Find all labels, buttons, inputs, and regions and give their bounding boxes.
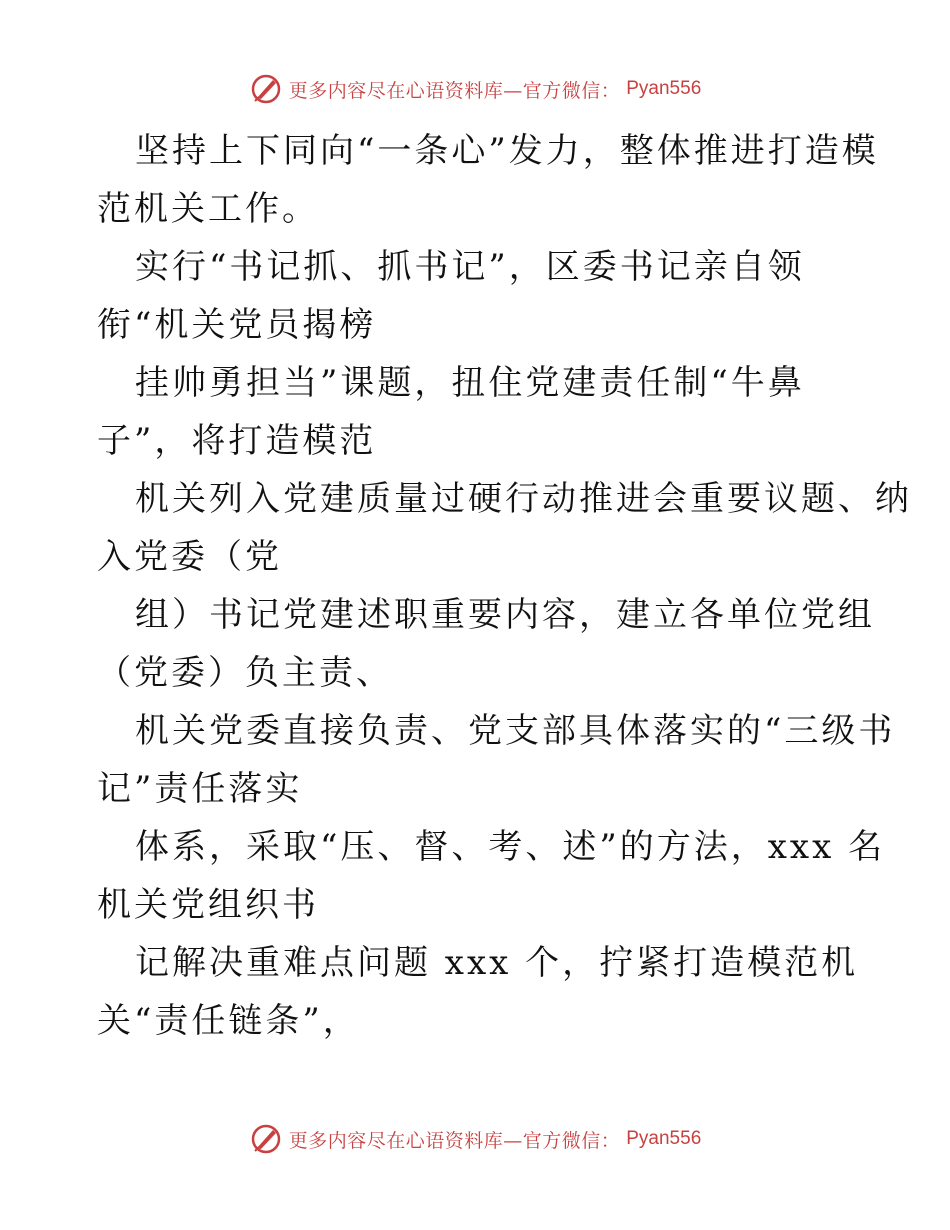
footer-watermark: [0, 1122, 950, 1156]
text-line: 子”，将打造模范: [97, 421, 377, 461]
quill-logo-icon: [249, 1122, 283, 1156]
text-line: 机关列入党建质量过硬行动推进会重要议题、纳: [135, 479, 912, 519]
quill-logo-icon: [249, 72, 283, 106]
text-line: 坚持上下同向“一条心”发力，整体推进打造模: [135, 131, 879, 171]
text-line: 衔“机关党员揭榜: [97, 305, 377, 345]
text-line: 体系，采取“压、督、考、述”的方法，xxx 名: [135, 827, 886, 867]
text-line: （党委）负主责、: [97, 653, 393, 693]
watermark-text: 更多内容尽在心语资料库—官方微信：: [288, 79, 621, 102]
text-line: 机关党委直接负责、党支部具体落实的“三级书: [135, 711, 896, 751]
header-watermark: [0, 72, 950, 106]
text-line: 机关党组织书: [97, 885, 319, 925]
text-line: 实行“书记抓、抓书记”，区委书记亲自领: [135, 247, 805, 287]
watermark-wechat-id: Pyan556: [626, 78, 702, 99]
text-line: 范机关工作。: [97, 189, 319, 229]
text-line: 入党委（党: [97, 537, 282, 577]
text-line: 挂帅勇担当”课题，扭住党建责任制“牛鼻: [135, 363, 805, 403]
text-line: 关“责任链条”，: [97, 1001, 360, 1041]
text-line: 组）书记党建述职重要内容，建立各单位党组: [135, 595, 875, 635]
watermark-text: 更多内容尽在心语资料库—官方微信：: [288, 1129, 621, 1152]
text-line: 记”责任落实: [97, 769, 303, 809]
text-line: 记解决重难点问题 xxx 个，拧紧打造模范机: [135, 943, 859, 983]
document-body: [97, 122, 912, 1050]
watermark-wechat-id: Pyan556: [626, 1128, 702, 1149]
